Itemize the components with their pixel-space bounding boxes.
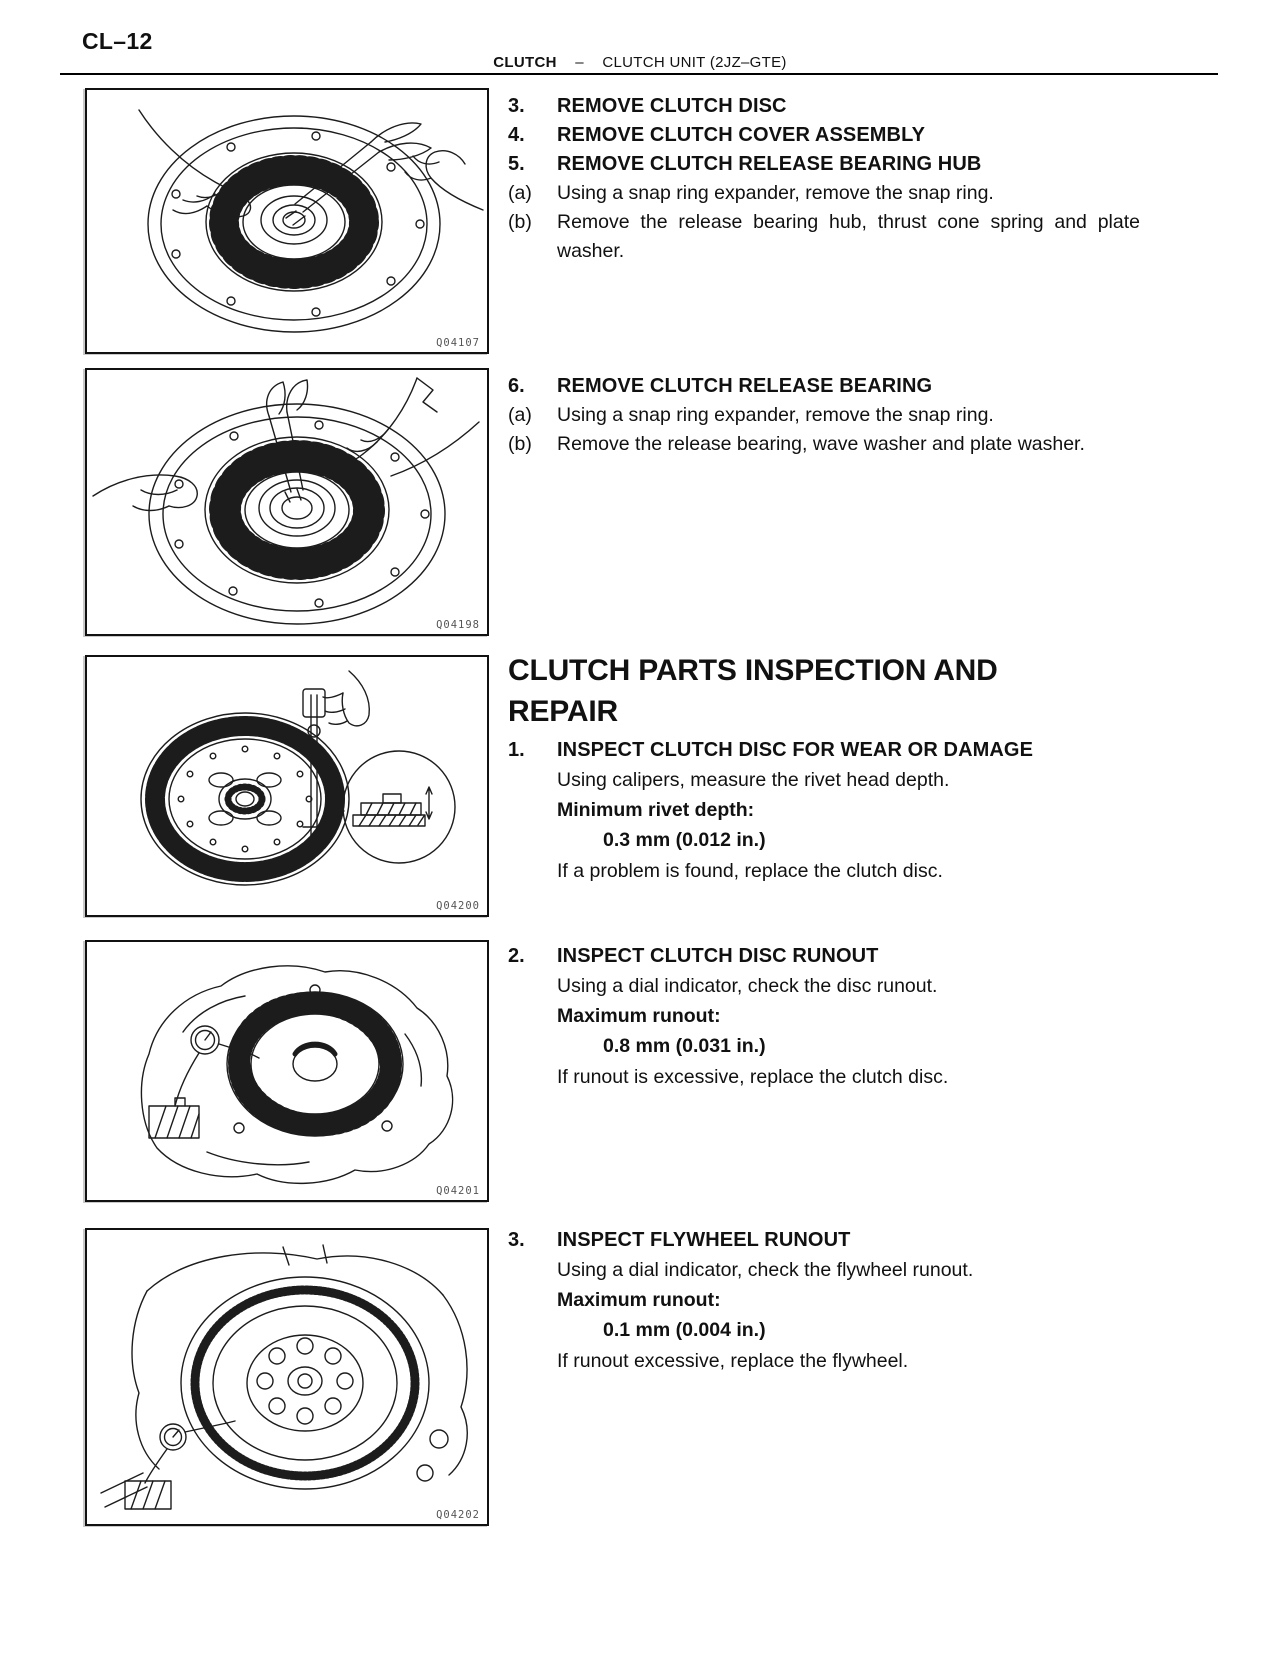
spec-label: Maximum runout: <box>557 1289 721 1311</box>
step-title: REMOVE CLUTCH RELEASE BEARING <box>557 375 933 397</box>
step-note: If runout excessive, replace the flywheel. <box>557 1350 909 1372</box>
step-body: Using a dial indicator, check the flywheel runout. <box>557 1259 974 1281</box>
header-rule <box>60 73 1218 75</box>
substep-text: Using a snap ring expander, remove the snap ring. <box>557 404 994 426</box>
figure-release-bearing <box>85 368 489 636</box>
removal-steps-3-5 <box>508 92 1140 266</box>
spec-value: 0.1 mm (0.004 in.) <box>603 1319 766 1341</box>
header-section: CLUTCH <box>493 54 557 71</box>
step-title: INSPECT FLYWHEEL RUNOUT <box>557 1229 851 1251</box>
substep-label: (a) <box>508 182 532 204</box>
substep-label: (b) <box>508 211 532 233</box>
step-number: 4. <box>508 124 525 146</box>
inspection-item <box>508 1226 1140 1255</box>
dial-indicator-flywheel-runout-illustration <box>87 1230 487 1524</box>
step-title: INSPECT CLUTCH DISC RUNOUT <box>557 945 879 967</box>
inspection-section <box>508 650 1140 887</box>
step-title: REMOVE CLUTCH RELEASE BEARING HUB <box>557 153 982 175</box>
figure-code: Q04107 <box>436 337 480 349</box>
spec-label: Maximum runout: <box>557 1005 721 1027</box>
step-number: 5. <box>508 153 525 175</box>
substep-text: Using a snap ring expander, remove the snap ring. <box>557 182 994 204</box>
step-body: Using a dial indicator, check the disc runout. <box>557 975 938 997</box>
step-item <box>508 150 1140 179</box>
substep-label: (b) <box>508 433 532 455</box>
step-item <box>508 92 1140 121</box>
inspection-item <box>508 942 1140 971</box>
step-title: INSPECT CLUTCH DISC FOR WEAR OR DAMAGE <box>557 739 1034 761</box>
spec-value: 0.8 mm (0.031 in.) <box>603 1035 766 1057</box>
substep-text: Remove the release bearing, wave washer and plate washer. <box>557 433 1085 455</box>
inspection-item <box>508 736 1140 765</box>
section-title: CLUTCH PARTS INSPECTION AND REPAIR <box>508 654 998 728</box>
spec-value: 0.3 mm (0.012 in.) <box>603 829 766 851</box>
step-number: 3. <box>508 1229 525 1251</box>
figure-code: Q04198 <box>436 619 480 631</box>
page-number: CL–12 <box>82 28 153 54</box>
step-note: If a problem is found, replace the clutch disc. <box>557 860 943 882</box>
inspection-item-2 <box>508 942 1140 1093</box>
clutch-disc-caliper-illustration <box>87 657 487 915</box>
substep-text: Remove the release bearing hub, thrust cone spring and plate washer. <box>557 211 1140 262</box>
header-subsection: CLUTCH UNIT (2JZ–GTE) <box>602 54 787 71</box>
figure-rivet-depth <box>85 655 489 917</box>
step-body: Using calipers, measure the rivet head depth. <box>557 769 950 791</box>
step-note: If runout is excessive, replace the clutch disc. <box>557 1066 949 1088</box>
substep-label: (a) <box>508 404 532 426</box>
substep <box>508 179 1140 208</box>
dial-indicator-disc-runout-illustration <box>87 942 487 1200</box>
figure-release-bearing-hub <box>85 88 489 354</box>
substep <box>508 401 1140 430</box>
step-number: 6. <box>508 375 525 397</box>
figure-flywheel-runout <box>85 1228 489 1526</box>
step-title: REMOVE CLUTCH COVER ASSEMBLY <box>557 124 926 146</box>
figure-code: Q04200 <box>436 900 480 912</box>
clutch-cover-snap-ring-bearing-illustration <box>87 370 487 634</box>
header-separator: – <box>575 54 584 71</box>
step-item <box>508 121 1140 150</box>
clutch-cover-snap-ring-hub-illustration <box>87 90 487 352</box>
step-number: 3. <box>508 95 525 117</box>
substep <box>508 208 1140 266</box>
inspection-item-3 <box>508 1226 1140 1377</box>
spec-label: Minimum rivet depth: <box>557 799 755 821</box>
figure-disc-runout <box>85 940 489 1202</box>
substep <box>508 430 1140 459</box>
step-number: 1. <box>508 739 525 761</box>
step-item <box>508 372 1140 401</box>
step-title: REMOVE CLUTCH DISC <box>557 95 787 117</box>
removal-step-6 <box>508 372 1140 459</box>
running-header <box>0 54 1280 71</box>
figure-code: Q04201 <box>436 1185 480 1197</box>
step-number: 2. <box>508 945 525 967</box>
figure-code: Q04202 <box>436 1509 480 1521</box>
